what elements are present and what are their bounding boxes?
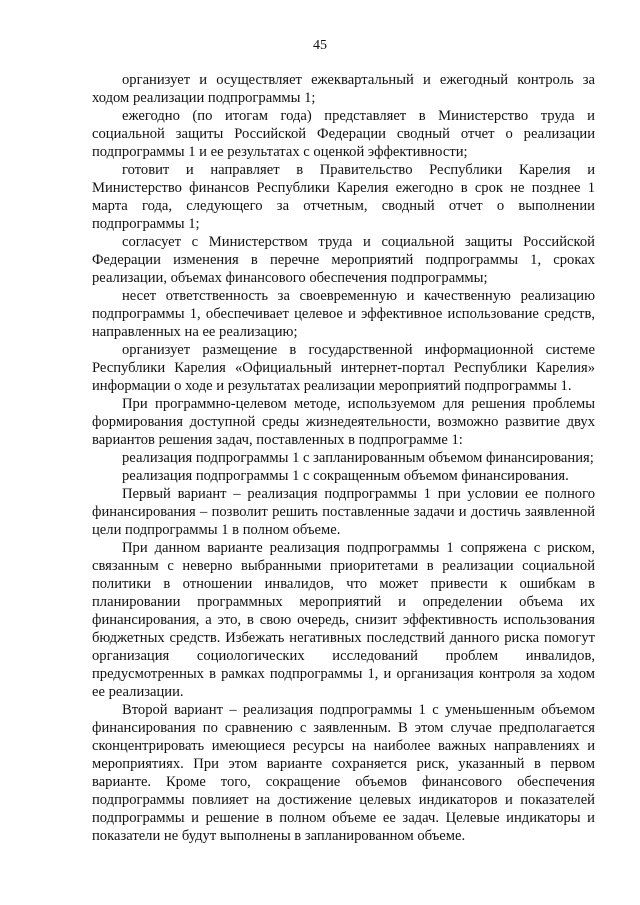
page-number: 45 [313,38,327,53]
paragraph-control: организует и осуществляет ежеквартальный и ежегодный контроль за ходом реализации подпрограммы 1; [92,72,595,106]
paragraph-portal: организует размещение в государственной информационной системе Республики Карелия «Официальный интернет-портал Республики Карелия» информации о ходе и результатах реализации мероприятий подпрограммы 1. [92,342,595,394]
paragraph-coordination: согласует с Министерством труда и социальной защиты Российской Федерации изменения в перечне мероприятий подпрограммы 1, сроках реализации, объемах финансового обеспечения подпрограммы; [92,234,595,286]
paragraph-summary-report: готовит и направляет в Правительство Республики Карелия и Министерство финансов Республики Карелия ежегодно в срок не позднее 1 марта года, следующего за отчетным, сводный отчет о выполнении подпрограммы 1; [92,162,595,232]
body-text [92,71,595,845]
paragraph-second-variant: Второй вариант – реализация подпрограммы 1 с уменьшенным объемом финансирования по сравнению с заявленным. В этом случае предполагается сконцентрировать имеющиеся ресурсы на наиболее важных направлениях и мероприятиях. При этом варианте сохраняется риск, указанный в первом варианте. Кроме того, сокращение объемов финансового обеспечения подпрограммы повлияет на достижение целевых индикаторов и показателей подпрограммы и решение в полном объеме ее задач. Целевые индикаторы и показатели не будут выполнены в запланированном объеме. [92,702,595,844]
paragraph-program-method: При программно-целевом методе, используемом для решения проблемы формирования доступной среды жизнедеятельности, возможно развитие двух вариантов решения задач, поставленных в подпрограмме 1: [92,396,595,448]
paragraph-annual-report: ежегодно (по итогам года) представляет в Министерство труда и социальной защиты Российской Федерации сводный отчет о реализации подпрограммы 1 и ее результатах с оценкой эффективности; [92,108,595,160]
paragraph-first-variant: Первый вариант – реализация подпрограммы 1 при условии ее полного финансирования – позволит решить поставленные задачи и достичь заявленной цели подпрограммы 1 в полном объеме. [92,486,595,538]
paragraph-option-full: реализация подпрограммы 1 с запланированным объемом финансирования; [122,450,594,466]
paragraph-option-reduced: реализация подпрограммы 1 с сокращенным объемом финансирования. [122,468,569,484]
paragraph-first-variant-risk: При данном варианте реализация подпрограммы 1 сопряжена с риском, связанным с неверно выбранными приоритетами в реализации социальной политики в отношении инвалидов, что может привести к ошибкам в планировании программных мероприятий и определении объема их финансирования, а это, в свою очередь, снизит эффективность использования бюджетных средств. Избежать негативных последствий данного риска помогут организация социологических исследований проблем инвалидов, предусмотренных в рамках подпрограммы 1, и организация контроля за ходом ее реализации. [92,540,595,700]
paragraph-responsibility: несет ответственность за своевременную и качественную реализацию подпрограммы 1, обеспечивает целевое и эффективное использование средств, направленных на ее реализацию; [92,288,595,340]
